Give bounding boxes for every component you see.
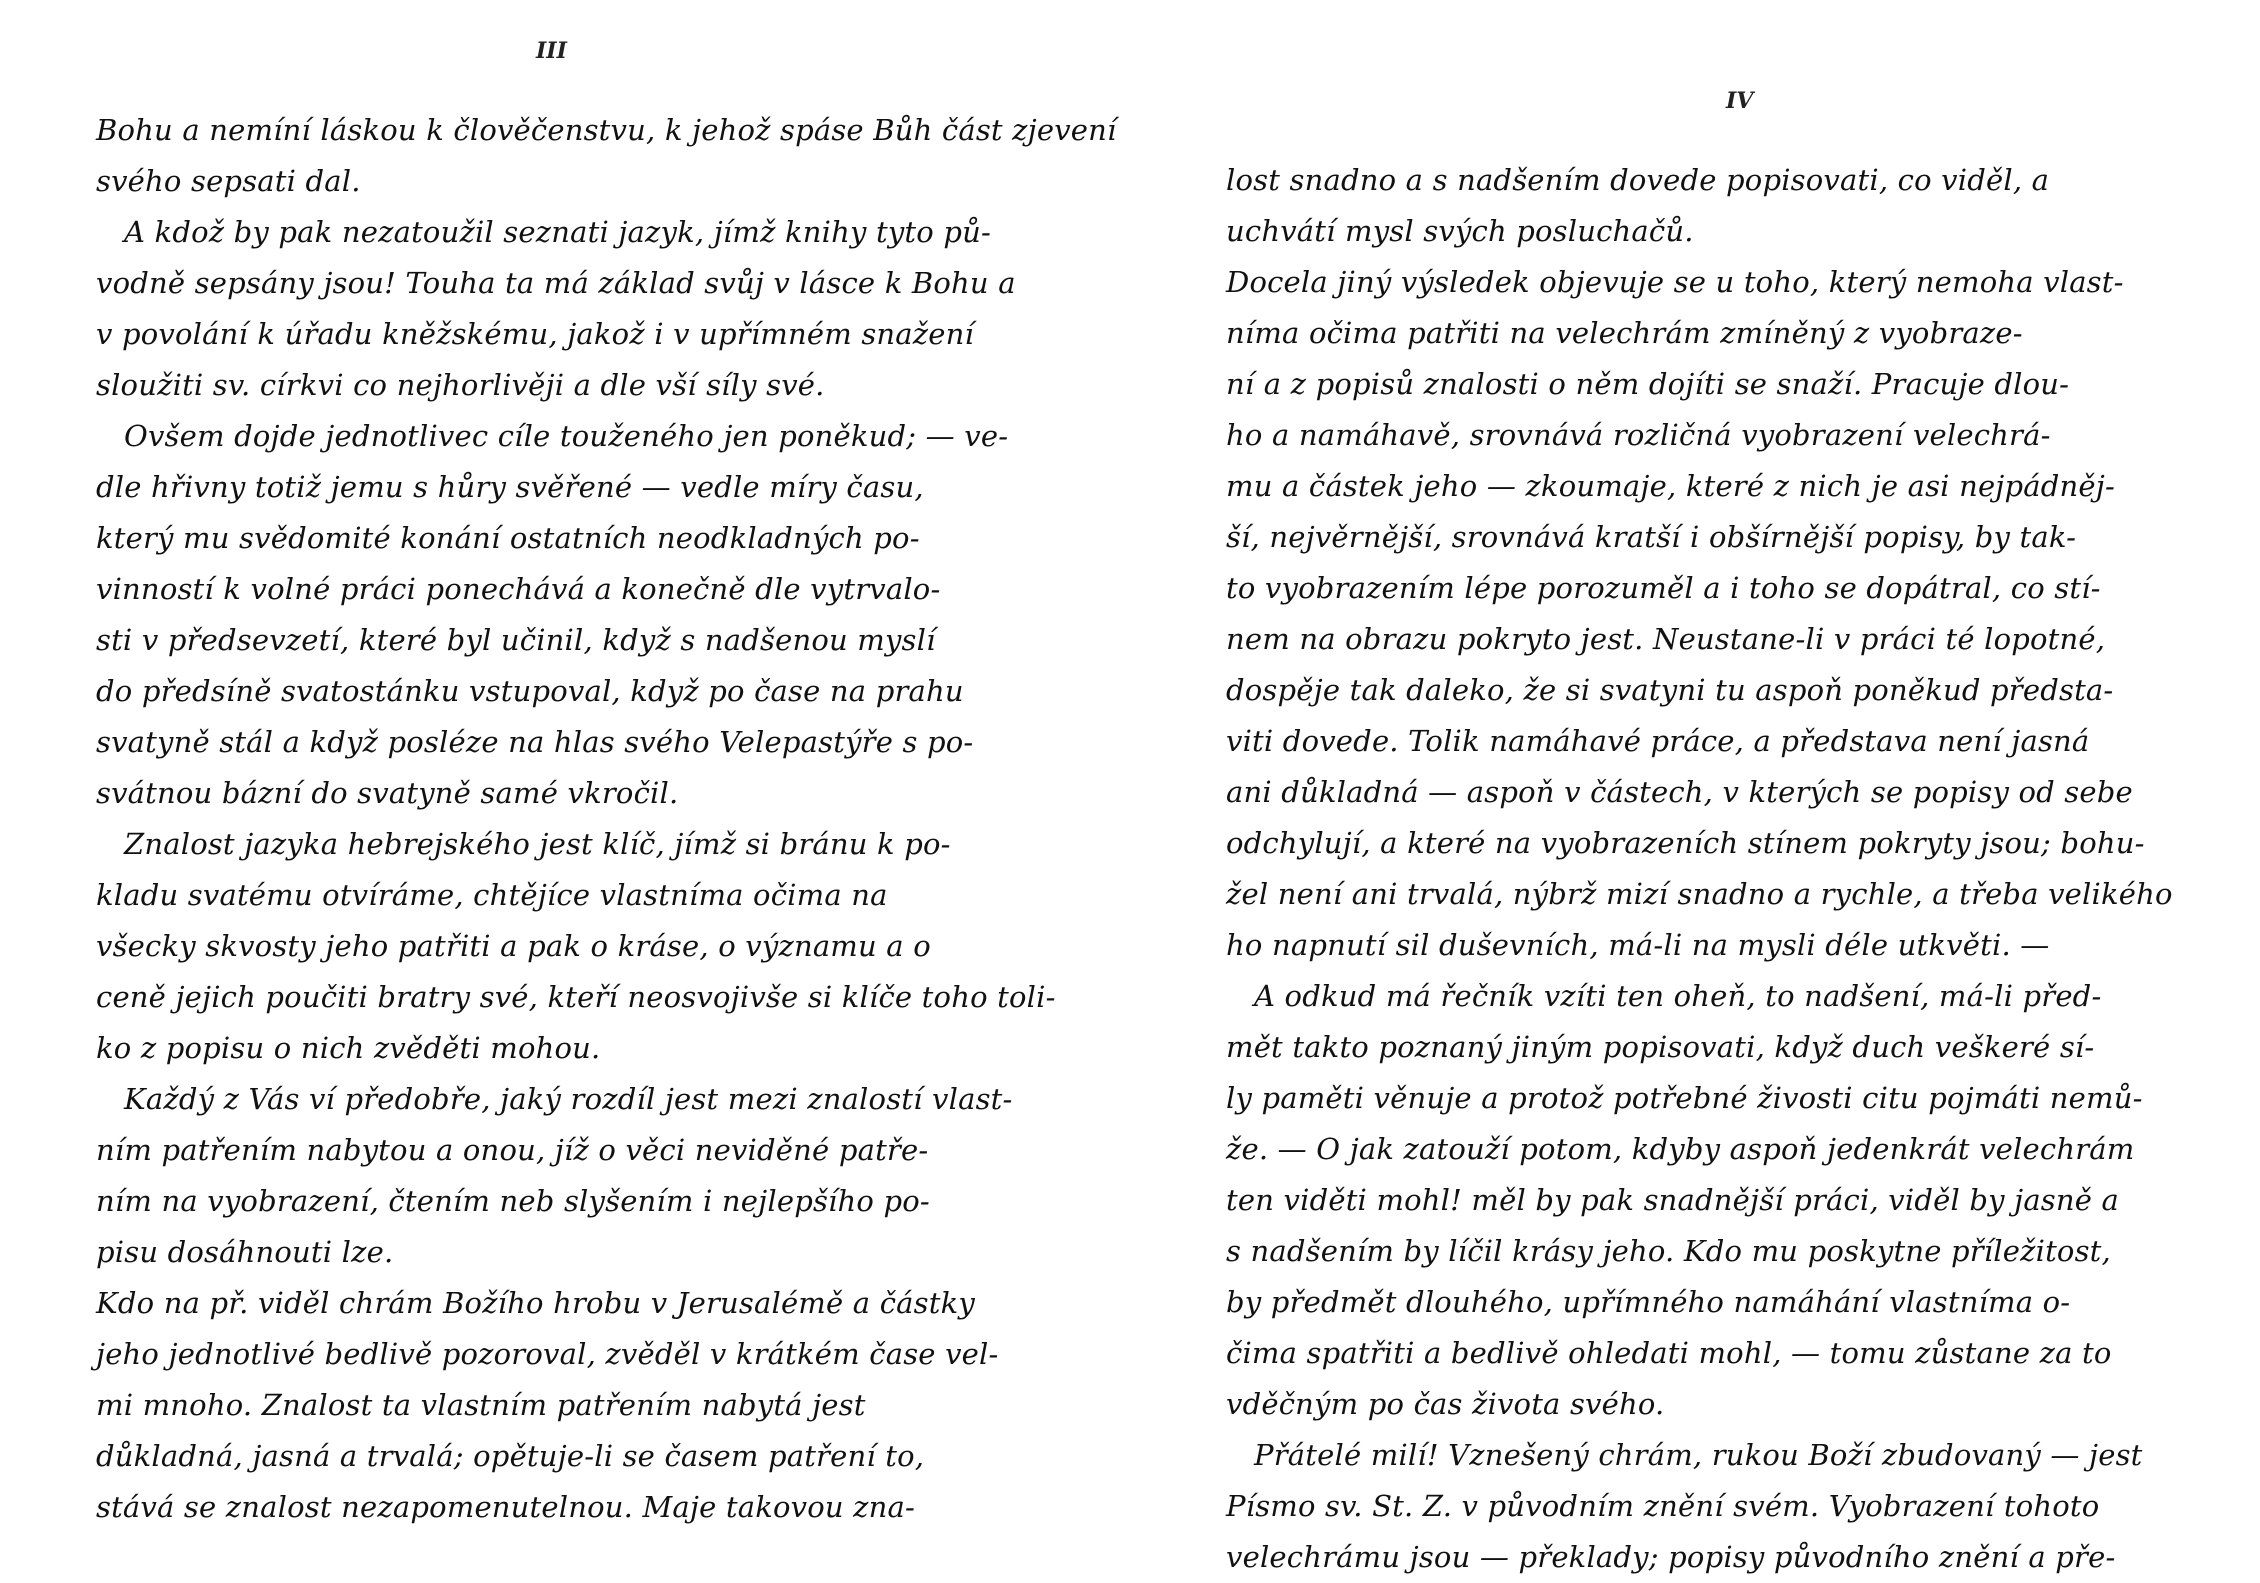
text-line: vodně sepsány jsou! Touha ta má základ svůj v lásce k Bohu a xyxy=(96,266,1016,300)
text-line: nem na obrazu pokryto jest. Neustane-li v práci té lopotné, xyxy=(1226,622,2106,656)
text-line: kladu svatému otvíráme, chtějíce vlastníma očima na xyxy=(96,878,888,912)
text-line: Přátelé milí! Vznešený chrám, rukou Boží zbudovaný — jest xyxy=(1254,1438,2143,1472)
text-line: Docela jiný výsledek objevuje se u toho, který nemoha vlast- xyxy=(1226,265,2124,299)
page-number: IV xyxy=(1726,88,1754,114)
text-line: dle hřivny totiž jemu s hůry svěřené — vedle míry času, xyxy=(96,470,924,504)
right-page xyxy=(1130,0,2260,1574)
left-page xyxy=(0,0,1130,1524)
text-line: ani důkladná — aspoň v částech, v kterých se popisy od sebe xyxy=(1226,775,2133,809)
text-line: Kdo na př. viděl chrám Božího hrobu v Jerusalémě a částky xyxy=(96,1286,975,1320)
text-line: ho napnutí sil duševních, má-li na mysli déle utkvěti. — xyxy=(1226,928,2050,962)
text-line: svátnou bázní do svatyně samé vkročil. xyxy=(96,776,679,810)
text-line: který mu svědomité konání ostatních neodkladných po- xyxy=(96,521,920,555)
text-line: ní a z popisů znalosti o něm dojíti se snaží. Pracuje dlou- xyxy=(1226,367,2070,401)
text-line: uchvátí mysl svých posluchačů. xyxy=(1226,214,1694,248)
text-line: vinností k volné práci ponechává a konečně dle vytrvalo- xyxy=(96,572,941,606)
text-line: ly paměti věnuje a protož potřebné živosti citu pojmáti nemů- xyxy=(1226,1081,2143,1115)
text-line: by předmět dlouhého, upřímného namáhání vlastníma o- xyxy=(1226,1285,2071,1319)
text-line: svatyně stál a když posléze na hlas svého Velepastýře s po- xyxy=(96,725,974,759)
page-text xyxy=(96,105,1117,1533)
text-line: Ovšem dojde jednotlivec cíle touženého jen poněkud; — ve- xyxy=(124,419,1009,453)
text-line: jeho jednotlivé bedlivě pozoroval, zvěděl v krátkém čase vel- xyxy=(96,1337,999,1371)
text-line: čima spatřiti a bedlivě ohledati mohl, — tomu zůstane za to xyxy=(1226,1336,2112,1370)
text-line: mět takto poznaný jiným popisovati, když duch veškeré sí- xyxy=(1226,1030,2095,1064)
text-line: lost snadno a s nadšením dovede popisovati, co viděl, a xyxy=(1226,163,2050,197)
page-text xyxy=(1226,155,2200,1583)
text-line: ten viděti mohl! měl by pak snadnější práci, viděl by jasně a xyxy=(1226,1183,2120,1217)
text-line: Písmo sv. St. Z. v původním znění svém. Vyobrazení tohoto xyxy=(1226,1489,2100,1523)
text-line: sti v předsevzetí, které byl učinil, když s nadšenou myslí xyxy=(96,623,936,657)
text-line: ceně jejich poučiti bratry své, kteří neosvojivše si klíče toho toli- xyxy=(96,980,1056,1014)
text-line: s nadšením by líčil krásy jeho. Kdo mu poskytne příležitost, xyxy=(1226,1234,2111,1268)
text-line: vděčným po čas života svého. xyxy=(1226,1387,1665,1421)
text-line: všecky skvosty jeho patřiti a pak o kráse, o významu a o xyxy=(96,929,931,963)
text-line: mi mnoho. Znalost ta vlastním patřením nabytá jest xyxy=(96,1388,866,1422)
text-line: stává se znalost nezapomenutelnou. Maje takovou zna- xyxy=(96,1490,916,1524)
page-number: III xyxy=(536,38,567,64)
text-line: ním na vyobrazení, čtením neb slyšením i nejlepšího po- xyxy=(96,1184,930,1218)
text-line: A kdož by pak nezatoužil seznati jazyk, jímž knihy tyto pů- xyxy=(124,215,991,249)
text-line: v povolání k úřadu kněžskému, jakož i v upřímném snažení xyxy=(96,317,974,351)
text-line: to vyobrazením lépe porozuměl a i toho se dopátral, co stí- xyxy=(1226,571,2101,605)
text-line: dospěje tak daleko, že si svatyni tu aspoň poněkud předsta- xyxy=(1226,673,2114,707)
text-line: sloužiti sv. církvi co nejhorlivěji a dle vší síly své. xyxy=(96,368,825,402)
text-line: svého sepsati dal. xyxy=(96,164,361,198)
text-line: ko z popisu o nich zvěděti mohou. xyxy=(96,1031,601,1065)
text-line: mu a částek jeho — zkoumaje, které z nich je asi nejpádněj- xyxy=(1226,469,2115,503)
text-line: do předsíně svatostánku vstupoval, když po čase na prahu xyxy=(96,674,964,708)
text-line: ší, nejvěrnější, srovnává kratší i obšírnější popisy, by tak- xyxy=(1226,520,2077,554)
text-line: důkladná, jasná a trvalá; opětuje-li se časem patření to, xyxy=(96,1439,925,1473)
text-line: ho a namáhavě, srovnává rozličná vyobrazení velechrá- xyxy=(1226,418,2051,452)
text-line: velechrámu jsou — překlady; popisy původního znění a pře- xyxy=(1226,1540,2116,1574)
text-line: pisu dosáhnouti lze. xyxy=(96,1235,394,1269)
text-line: A odkud má řečník vzíti ten oheň, to nadšení, má-li před- xyxy=(1254,979,2102,1013)
text-line: Každý z Vás ví předobře, jaký rozdíl jest mezi znalostí vlast- xyxy=(124,1082,1013,1116)
text-line: Znalost jazyka hebrejského jest klíč, jímž si bránu k po- xyxy=(124,827,951,861)
text-line: že. — O jak zatouží potom, kdyby aspoň jedenkrát velechrám xyxy=(1226,1132,2135,1166)
text-line: Bohu a nemíní láskou k člověčenstvu, k jehož spáse Bůh část zjevení xyxy=(96,113,1117,147)
text-line: ním patřením nabytou a onou, jíž o věci neviděné patře- xyxy=(96,1133,929,1167)
text-line: žel není ani trvalá, nýbrž mizí snadno a rychle, a třeba velikého xyxy=(1226,877,2173,911)
text-line: odchylují, a které na vyobrazeních stínem pokryty jsou; bohu- xyxy=(1226,826,2145,860)
text-line: níma očima patřiti na velechrám zmíněný z vyobraze- xyxy=(1226,316,2023,350)
text-line: viti dovede. Tolik namáhavé práce, a představa není jasná xyxy=(1226,724,2090,758)
